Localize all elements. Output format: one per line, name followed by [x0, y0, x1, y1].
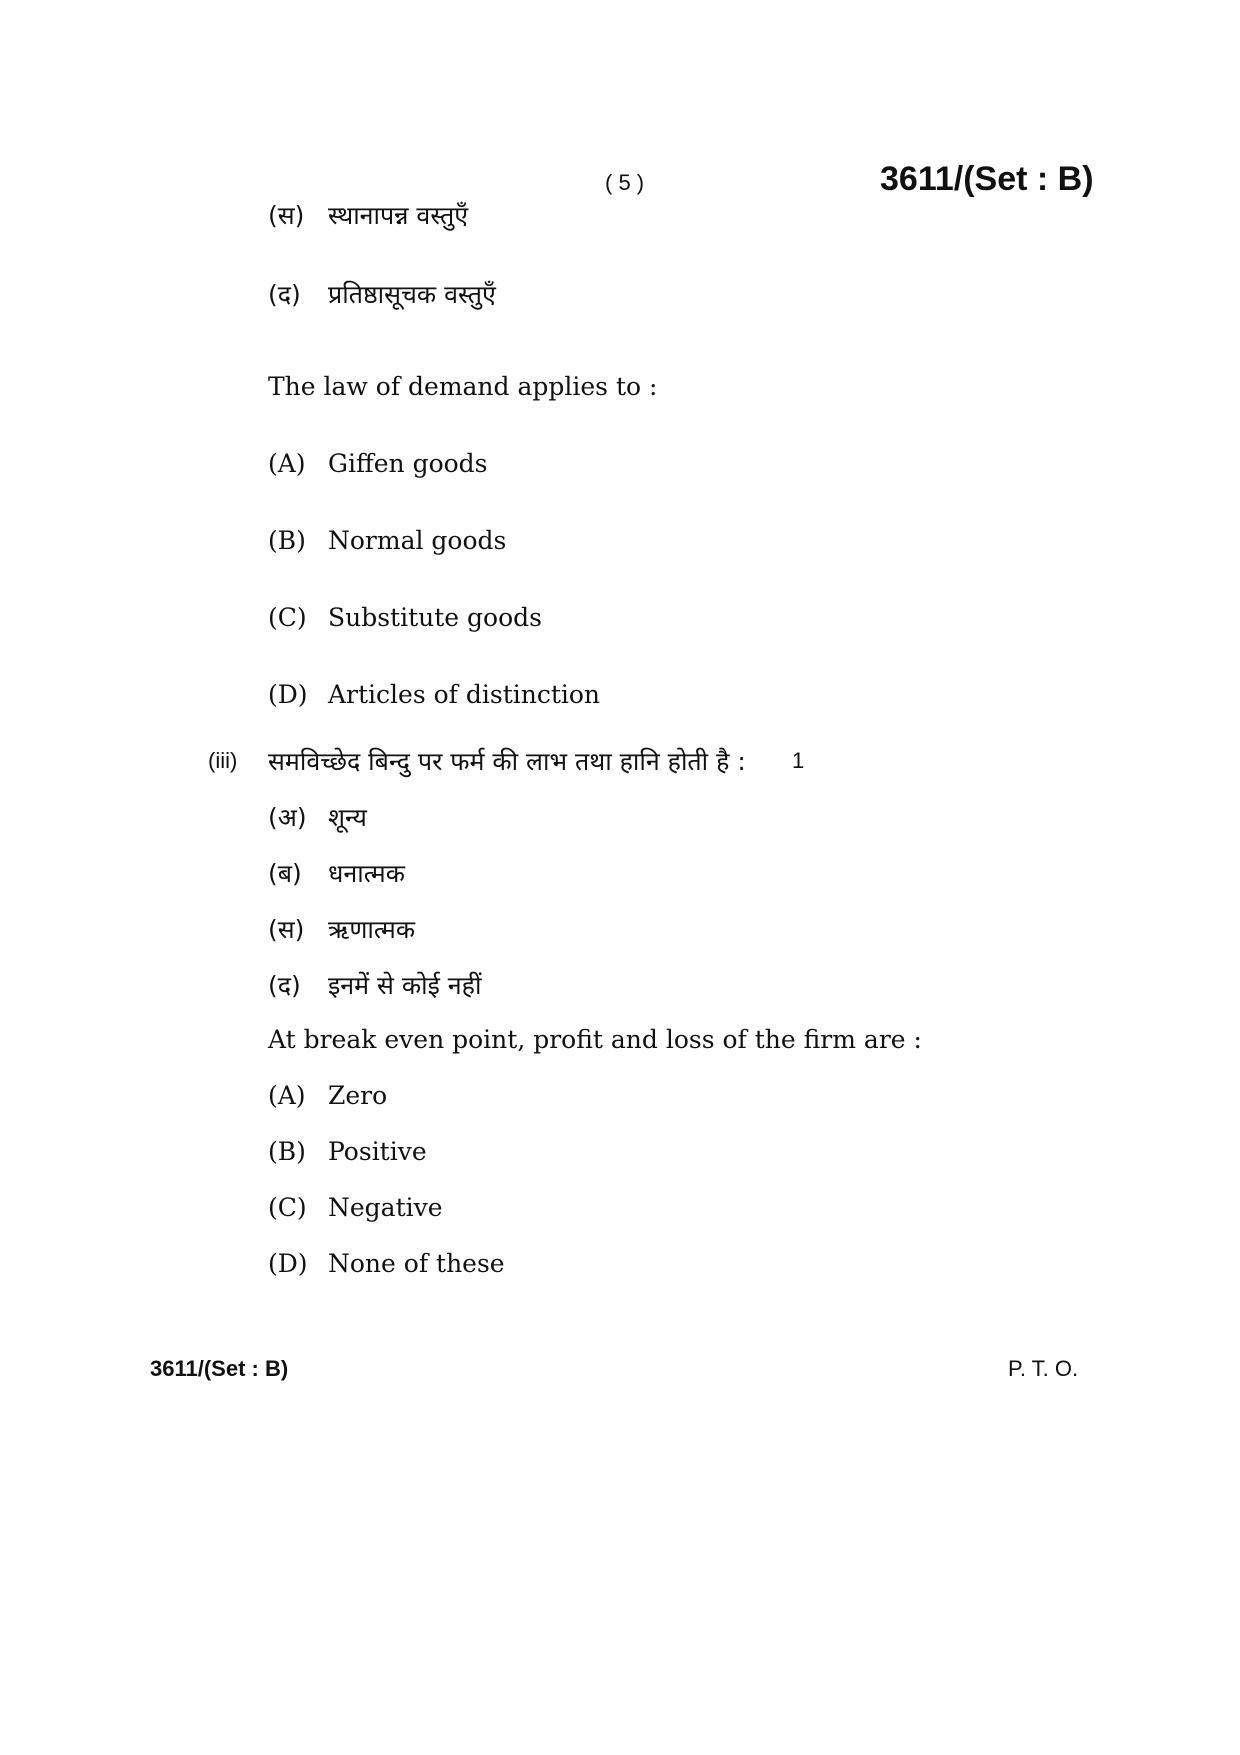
- question-number: (iii): [208, 748, 238, 773]
- option-text: ऋणात्मक: [328, 915, 416, 944]
- option-text: Zero: [328, 1081, 388, 1110]
- option-label: (स): [268, 201, 305, 230]
- option-text: Positive: [328, 1137, 427, 1166]
- option-label: (द): [268, 971, 301, 1000]
- option-text: धनात्मक: [328, 859, 405, 888]
- question-marks: 1: [792, 748, 805, 773]
- option-text: Negative: [328, 1193, 443, 1222]
- question-stem-hindi: समविच्छेद बिन्दु पर फर्म की लाभ तथा हानि होती है :: [268, 747, 746, 776]
- option-label: (C): [268, 603, 307, 632]
- option-text: स्थानापन्न वस्तुएँ: [328, 201, 469, 230]
- option-label: (द): [268, 280, 301, 309]
- option-label: (C): [268, 1193, 307, 1222]
- option-text: इनमें से कोई नहीं: [328, 971, 482, 1000]
- option-text: Normal goods: [328, 526, 507, 555]
- option-text: Articles of distinction: [328, 680, 601, 709]
- option-label: (D): [268, 1249, 308, 1278]
- option-text: प्रतिष्ठासूचक वस्तुएँ: [328, 280, 496, 309]
- option-label: (ब): [268, 859, 302, 888]
- option-label: (अ): [268, 803, 307, 832]
- question-stem: The law of demand applies to :: [268, 372, 658, 401]
- option-text: Giffen goods: [328, 449, 488, 478]
- paper-code-footer: 3611/(Set : B): [150, 1356, 289, 1381]
- option-label: (B): [268, 1137, 306, 1166]
- option-text: Substitute goods: [328, 603, 542, 632]
- option-label: (B): [268, 526, 306, 555]
- paper-code-header: 3611/(Set : B): [880, 160, 1094, 198]
- option-text: शून्य: [328, 803, 367, 832]
- option-label: (स): [268, 915, 305, 944]
- please-turn-over: P. T. O.: [1008, 1356, 1079, 1381]
- question-stem-english: At break even point, profit and loss of the firm are :: [268, 1025, 922, 1054]
- option-label: (A): [268, 449, 306, 478]
- option-label: (D): [268, 680, 308, 709]
- option-text: None of these: [328, 1249, 505, 1278]
- option-label: (A): [268, 1081, 306, 1110]
- page-number: ( 5 ): [605, 170, 645, 195]
